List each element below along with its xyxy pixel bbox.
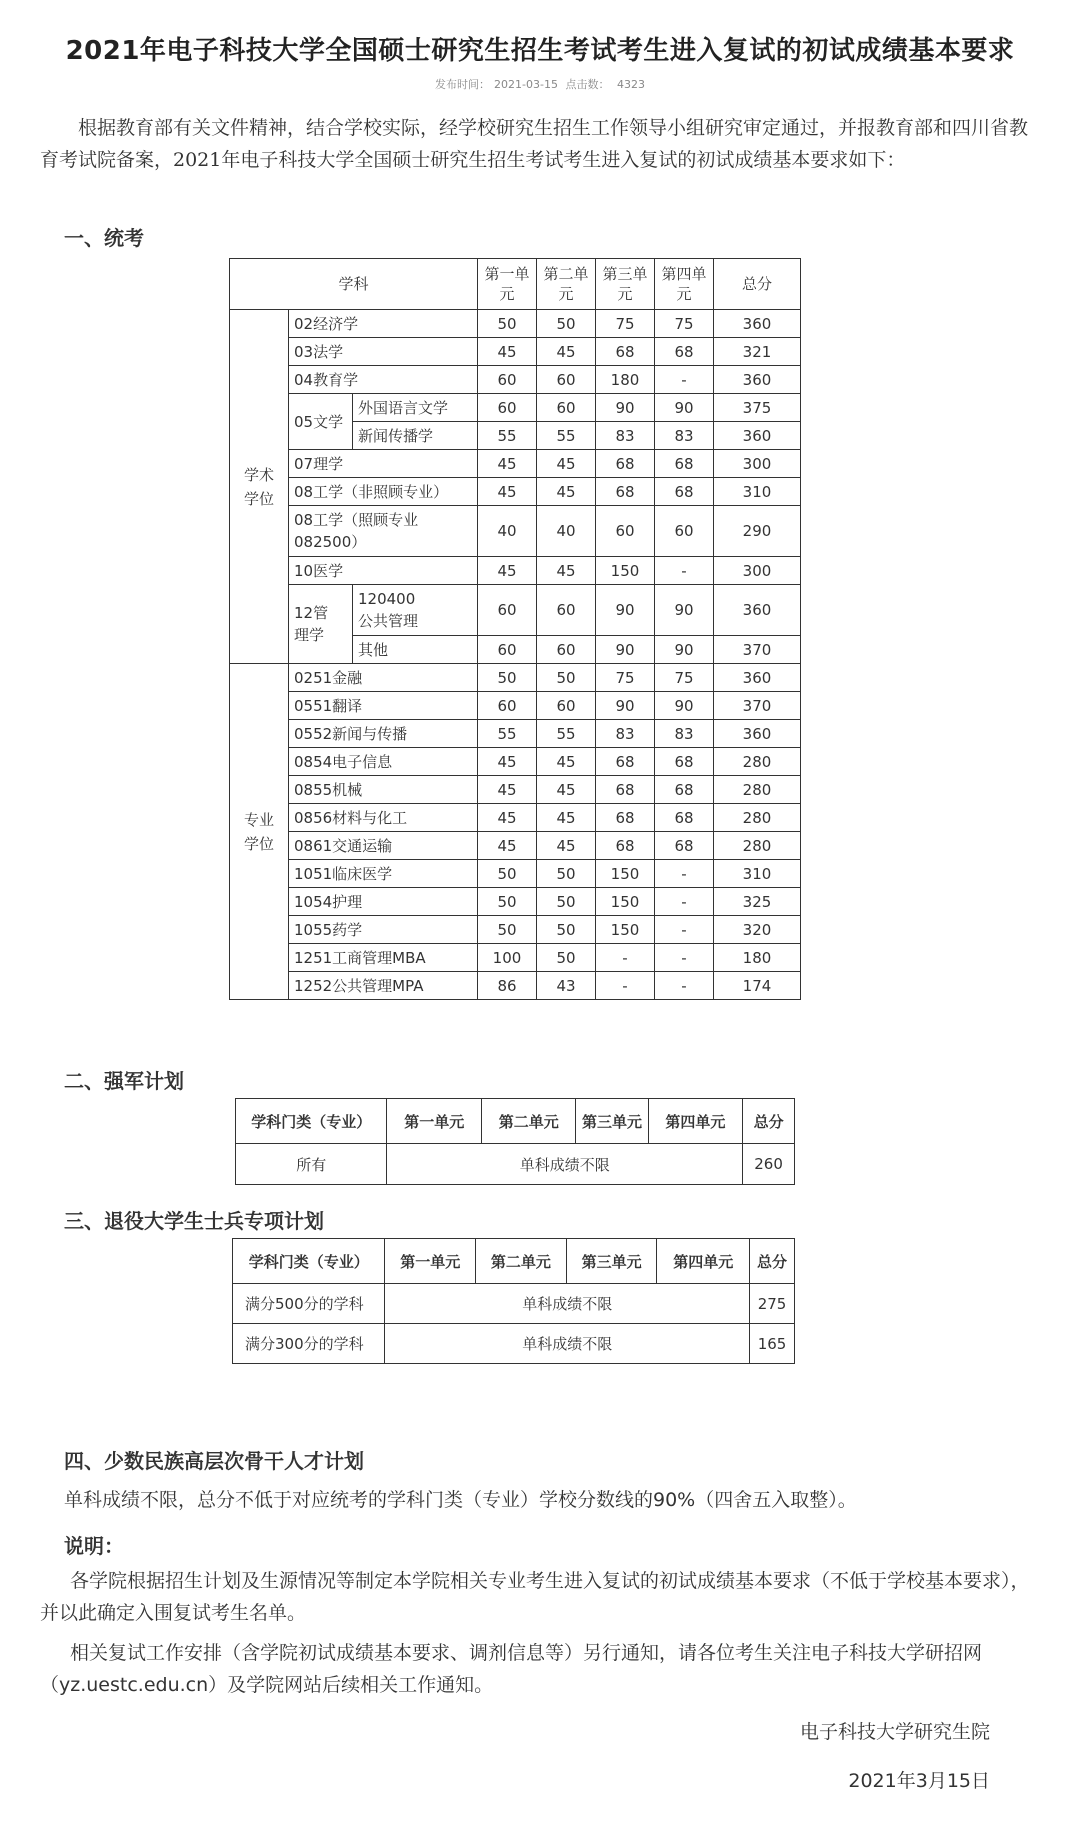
row-name: 08工学（非照顾专业） [289, 478, 478, 506]
table-row [230, 748, 801, 776]
cell: 60 [478, 636, 537, 664]
cell: 100 [478, 944, 537, 972]
cell: 43 [537, 972, 596, 1000]
table-row [230, 692, 801, 720]
cell: 280 [714, 776, 801, 804]
section4-text: 单科成绩不限，总分不低于对应统考的学科门类（专业）学校分数线的90%（四舍五入取整）。 [64, 1489, 857, 1511]
notes-heading: 说明： [64, 1534, 124, 1558]
cell: 68 [596, 338, 655, 366]
row-name: 1054护理 [289, 888, 478, 916]
cell: 90 [655, 585, 714, 636]
header-total: 总分 [714, 259, 801, 310]
cell: 68 [596, 804, 655, 832]
row-total: 275 [750, 1284, 795, 1324]
cell: 50 [537, 310, 596, 338]
table-row [230, 557, 801, 585]
row-name: 0551翻译 [289, 692, 478, 720]
header-unit3: 第三单元 [596, 259, 655, 310]
cell: 290 [714, 506, 801, 557]
row-total: 165 [750, 1324, 795, 1364]
cell: 68 [655, 338, 714, 366]
table-row [230, 664, 801, 692]
cell: 55 [537, 720, 596, 748]
row-note: 单科成绩不限 [387, 1144, 743, 1185]
row-name: 03法学 [289, 338, 478, 366]
row-parent: 12管理学 [289, 585, 353, 664]
header-unit3: 第三单元 [576, 1099, 648, 1144]
cell: 45 [478, 804, 537, 832]
cell: 68 [596, 478, 655, 506]
group-academic: 学术学位 [230, 310, 289, 664]
cell: - [655, 860, 714, 888]
cell: 45 [478, 338, 537, 366]
table-row [230, 972, 801, 1000]
cell: 45 [478, 748, 537, 776]
cell: 300 [714, 450, 801, 478]
cell: 280 [714, 832, 801, 860]
cell: 75 [655, 664, 714, 692]
table-row [230, 450, 801, 478]
cell: 60 [537, 585, 596, 636]
cell: 370 [714, 636, 801, 664]
cell: 45 [537, 338, 596, 366]
row-name: 1055药学 [289, 916, 478, 944]
cell: 83 [655, 422, 714, 450]
cell: - [596, 972, 655, 1000]
header-unit3: 第三单元 [566, 1239, 657, 1284]
row-name: 0861交通运输 [289, 832, 478, 860]
table-row [233, 1324, 795, 1364]
cell: 360 [714, 310, 801, 338]
table-row [230, 720, 801, 748]
cell: 50 [478, 916, 537, 944]
cell: 50 [478, 310, 537, 338]
row-name: 10医学 [289, 557, 478, 585]
table-row [230, 585, 801, 636]
cell: 40 [478, 506, 537, 557]
cell: 60 [478, 585, 537, 636]
cell: 310 [714, 860, 801, 888]
row-note: 单科成绩不限 [385, 1324, 750, 1364]
cell: 60 [478, 366, 537, 394]
cell: 45 [537, 804, 596, 832]
table-row [230, 478, 801, 506]
cell: 68 [655, 804, 714, 832]
cell: 360 [714, 720, 801, 748]
row-name: 0854电子信息 [289, 748, 478, 776]
cell: 360 [714, 366, 801, 394]
cell: 90 [596, 394, 655, 422]
cell: 68 [655, 832, 714, 860]
cell: 360 [714, 422, 801, 450]
cell: 60 [478, 692, 537, 720]
cell: 50 [478, 664, 537, 692]
row-name: 08工学（照顾专业082500） [289, 506, 478, 557]
cell: 320 [714, 916, 801, 944]
cell: 60 [655, 506, 714, 557]
cell: - [596, 944, 655, 972]
cell: 45 [537, 776, 596, 804]
header-unit4: 第四单元 [648, 1099, 743, 1144]
cell: 370 [714, 692, 801, 720]
header-category: 学科门类（专业） [233, 1239, 385, 1284]
cell: 45 [478, 832, 537, 860]
row-name: 0251金融 [289, 664, 478, 692]
row-name: 所有 [236, 1144, 387, 1185]
cell: 50 [537, 664, 596, 692]
row-note: 单科成绩不限 [385, 1284, 750, 1324]
cell: 45 [478, 478, 537, 506]
cell: 68 [596, 748, 655, 776]
cell: - [655, 557, 714, 585]
header-subject: 学科 [230, 259, 478, 310]
cell: 90 [655, 636, 714, 664]
cell: 68 [655, 450, 714, 478]
cell: 75 [655, 310, 714, 338]
cell: 60 [596, 506, 655, 557]
cell: 86 [478, 972, 537, 1000]
row-name: 02经济学 [289, 310, 478, 338]
header-unit2: 第二单元 [481, 1099, 576, 1144]
cell: 174 [714, 972, 801, 1000]
cell: 50 [478, 888, 537, 916]
cell: - [655, 916, 714, 944]
row-parent: 05文学 [289, 394, 353, 450]
cell: 60 [537, 394, 596, 422]
cell: - [655, 888, 714, 916]
row-name: 新闻传播学 [353, 422, 478, 450]
cell: 150 [596, 860, 655, 888]
cell: 55 [478, 720, 537, 748]
table-row [230, 916, 801, 944]
table-row [230, 338, 801, 366]
table-row [230, 394, 801, 422]
cell: 83 [596, 422, 655, 450]
cell: 50 [537, 944, 596, 972]
cell: 150 [596, 888, 655, 916]
cell: 90 [596, 585, 655, 636]
cell: 50 [478, 860, 537, 888]
signature-date: 2021年3月15日 [848, 1770, 990, 1792]
table-row [230, 944, 801, 972]
header-unit4: 第四单元 [655, 259, 714, 310]
row-total: 260 [743, 1144, 795, 1185]
cell: 55 [537, 422, 596, 450]
header-unit1: 第一单元 [478, 259, 537, 310]
table-row [230, 888, 801, 916]
cell: 68 [655, 478, 714, 506]
cell: 180 [596, 366, 655, 394]
cell: 45 [537, 748, 596, 776]
page-title: 2021年电子科技大学全国硕士研究生招生考试考生进入复试的初试成绩基本要求 [65, 36, 1015, 66]
group-professional: 专业学位 [230, 664, 289, 1000]
table-row [230, 776, 801, 804]
header-unit2: 第二单元 [476, 1239, 567, 1284]
row-name: 满分300分的学科 [233, 1324, 385, 1364]
cell: 68 [596, 832, 655, 860]
cell: 45 [537, 557, 596, 585]
cell: 325 [714, 888, 801, 916]
table-header-row [233, 1239, 795, 1284]
publish-label: 发布时间： [435, 78, 491, 91]
cell: - [655, 944, 714, 972]
table-row [230, 860, 801, 888]
cell: - [655, 972, 714, 1000]
cell: 75 [596, 664, 655, 692]
cell: 150 [596, 916, 655, 944]
table-row [230, 366, 801, 394]
header-unit1: 第一单元 [387, 1099, 482, 1144]
cell: 50 [537, 860, 596, 888]
header-category: 学科门类（专业） [236, 1099, 387, 1144]
unified-exam-table [229, 258, 801, 1000]
cell: 50 [537, 916, 596, 944]
table-header-row [230, 259, 801, 310]
cell: 310 [714, 478, 801, 506]
row-name: 120400公共管理 [353, 585, 478, 636]
row-name: 0552新闻与传播 [289, 720, 478, 748]
article-meta [0, 76, 1080, 92]
row-name: 0856材料与化工 [289, 804, 478, 832]
section4-heading: 四、少数民族高层次骨干人才计划 [64, 1449, 364, 1473]
cell: 90 [655, 394, 714, 422]
notes-paragraph-1: 各学院根据招生计划及生源情况等制定本学院相关专业考生进入复试的初试成绩基本要求（不低于学校基本要求），并以此确定入围复试考生名单。 [40, 1570, 1030, 1624]
cell: 45 [537, 478, 596, 506]
cell: 60 [537, 692, 596, 720]
cell: 45 [537, 832, 596, 860]
cell: 180 [714, 944, 801, 972]
section1-heading: 一、统考 [64, 226, 144, 250]
cell: 150 [596, 557, 655, 585]
row-name: 满分500分的学科 [233, 1284, 385, 1324]
header-total: 总分 [743, 1099, 795, 1144]
table-row [233, 1284, 795, 1324]
cell: 280 [714, 804, 801, 832]
clicks-label: 点击数： [565, 78, 610, 91]
section3-heading: 三、退役大学生士兵专项计划 [64, 1209, 324, 1233]
cell: 321 [714, 338, 801, 366]
cell: - [655, 366, 714, 394]
cell: 360 [714, 664, 801, 692]
row-name: 1252公共管理MPA [289, 972, 478, 1000]
cell: 75 [596, 310, 655, 338]
veteran-plan-table [232, 1238, 795, 1364]
row-name: 外国语言文学 [353, 394, 478, 422]
table-row [230, 832, 801, 860]
table-header-row [236, 1099, 795, 1144]
intro-paragraph: 根据教育部有关文件精神，结合学校实际，经学校研究生招生工作领导小组研究审定通过，并报教育部和四川省教育考试院备案，2021年电子科技大学全国硕士研究生招生考试考生进入复试的初试成绩基本要求如下： [40, 117, 1029, 171]
row-name: 0855机械 [289, 776, 478, 804]
cell: 83 [655, 720, 714, 748]
row-name: 07理学 [289, 450, 478, 478]
cell: 68 [596, 450, 655, 478]
notes-paragraph-2: 相关复试工作安排（含学院初试成绩基本要求、调剂信息等）另行通知，请各位考生关注电子科技大学研招网（yz.uestc.edu.cn）及学院网站后续相关工作通知。 [40, 1642, 983, 1696]
cell: 55 [478, 422, 537, 450]
header-total: 总分 [750, 1239, 795, 1284]
cell: 68 [596, 776, 655, 804]
header-unit4: 第四单元 [657, 1239, 750, 1284]
header-unit1: 第一单元 [385, 1239, 476, 1284]
row-name: 其他 [353, 636, 478, 664]
cell: 40 [537, 506, 596, 557]
section2-heading: 二、强军计划 [64, 1069, 184, 1093]
cell: 83 [596, 720, 655, 748]
cell: 360 [714, 585, 801, 636]
cell: 45 [537, 450, 596, 478]
signature-org: 电子科技大学研究生院 [799, 1721, 990, 1743]
cell: 90 [655, 692, 714, 720]
row-name: 04教育学 [289, 366, 478, 394]
cell: 68 [655, 776, 714, 804]
header-unit2: 第二单元 [537, 259, 596, 310]
table-row [230, 804, 801, 832]
click-count: 4323 [616, 78, 645, 91]
table-row [236, 1144, 795, 1185]
table-row [230, 310, 801, 338]
table-row [230, 506, 801, 557]
cell: 375 [714, 394, 801, 422]
row-name: 1251工商管理MBA [289, 944, 478, 972]
cell: 45 [478, 450, 537, 478]
row-name: 1051临床医学 [289, 860, 478, 888]
publish-date: 2021-03-15 [494, 78, 558, 91]
cell: 90 [596, 692, 655, 720]
cell: 45 [478, 557, 537, 585]
cell: 68 [655, 748, 714, 776]
cell: 60 [537, 366, 596, 394]
cell: 90 [596, 636, 655, 664]
cell: 45 [478, 776, 537, 804]
cell: 60 [478, 394, 537, 422]
military-plan-table [235, 1098, 795, 1185]
cell: 60 [537, 636, 596, 664]
cell: 50 [537, 888, 596, 916]
cell: 300 [714, 557, 801, 585]
cell: 280 [714, 748, 801, 776]
